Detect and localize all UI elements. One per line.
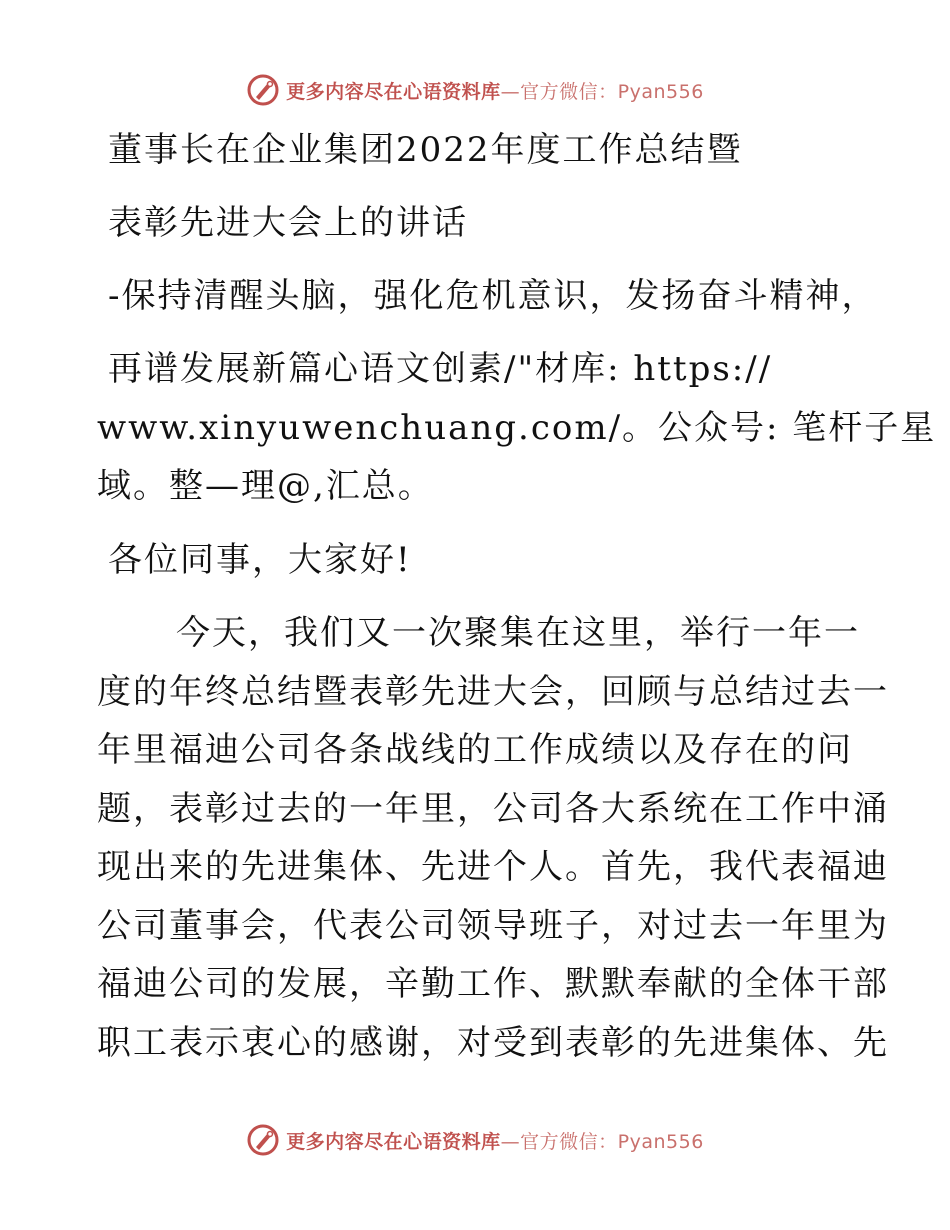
watermark-text: 更多内容尽在心语资料库—官方微信：Pyan556 bbox=[286, 80, 704, 103]
pen-nib-logo-icon bbox=[246, 73, 280, 107]
document-subtitle-line-4: 域。整—理@,汇总。 bbox=[97, 466, 434, 506]
body-paragraph-line: 今天，我们又一次聚集在这里，举行一年一 bbox=[176, 613, 860, 653]
watermark-text: 更多内容尽在心语资料库—官方微信：Pyan556 bbox=[286, 1130, 704, 1153]
document-subtitle-line-2: 再谱发展新篇心语文创素/"材库: https:// bbox=[108, 349, 773, 389]
body-paragraph-line: 年里福迪公司各条战线的工作成绩以及存在的问 bbox=[97, 730, 853, 770]
body-paragraph-line: 度的年终总结暨表彰先进大会，回顾与总结过去一 bbox=[97, 672, 889, 712]
body-paragraph-line: 现出来的先进集体、先进个人。首先，我代表福迪 bbox=[97, 847, 889, 887]
watermark-banner-top bbox=[0, 72, 950, 108]
body-paragraph-line: 职工表示衷心的感谢，对受到表彰的先进集体、先 bbox=[97, 1023, 889, 1063]
watermark-banner-bottom bbox=[0, 1122, 950, 1158]
document-title-line-2: 表彰先进大会上的讲话 bbox=[108, 203, 468, 243]
document-subtitle-line-1: -保持清醒头脑，强化危机意识，发扬奋斗精神， bbox=[108, 276, 878, 316]
greeting: 各位同事，大家好! bbox=[108, 540, 412, 580]
body-paragraph-line: 公司董事会，代表公司领导班子，对过去一年里为 bbox=[97, 906, 889, 946]
body-paragraph-line: 福迪公司的发展，辛勤工作、默默奉献的全体干部 bbox=[97, 964, 889, 1004]
body-paragraph-line: 题，表彰过去的一年里，公司各大系统在工作中涌 bbox=[97, 789, 889, 829]
pen-nib-logo-icon bbox=[246, 1123, 280, 1157]
document-title-line-1: 董事长在企业集团2022年度工作总结暨 bbox=[108, 130, 743, 170]
document-subtitle-line-3: www.xinyuwenchuang.com/。公众号: 笔杆子星 bbox=[97, 408, 937, 448]
